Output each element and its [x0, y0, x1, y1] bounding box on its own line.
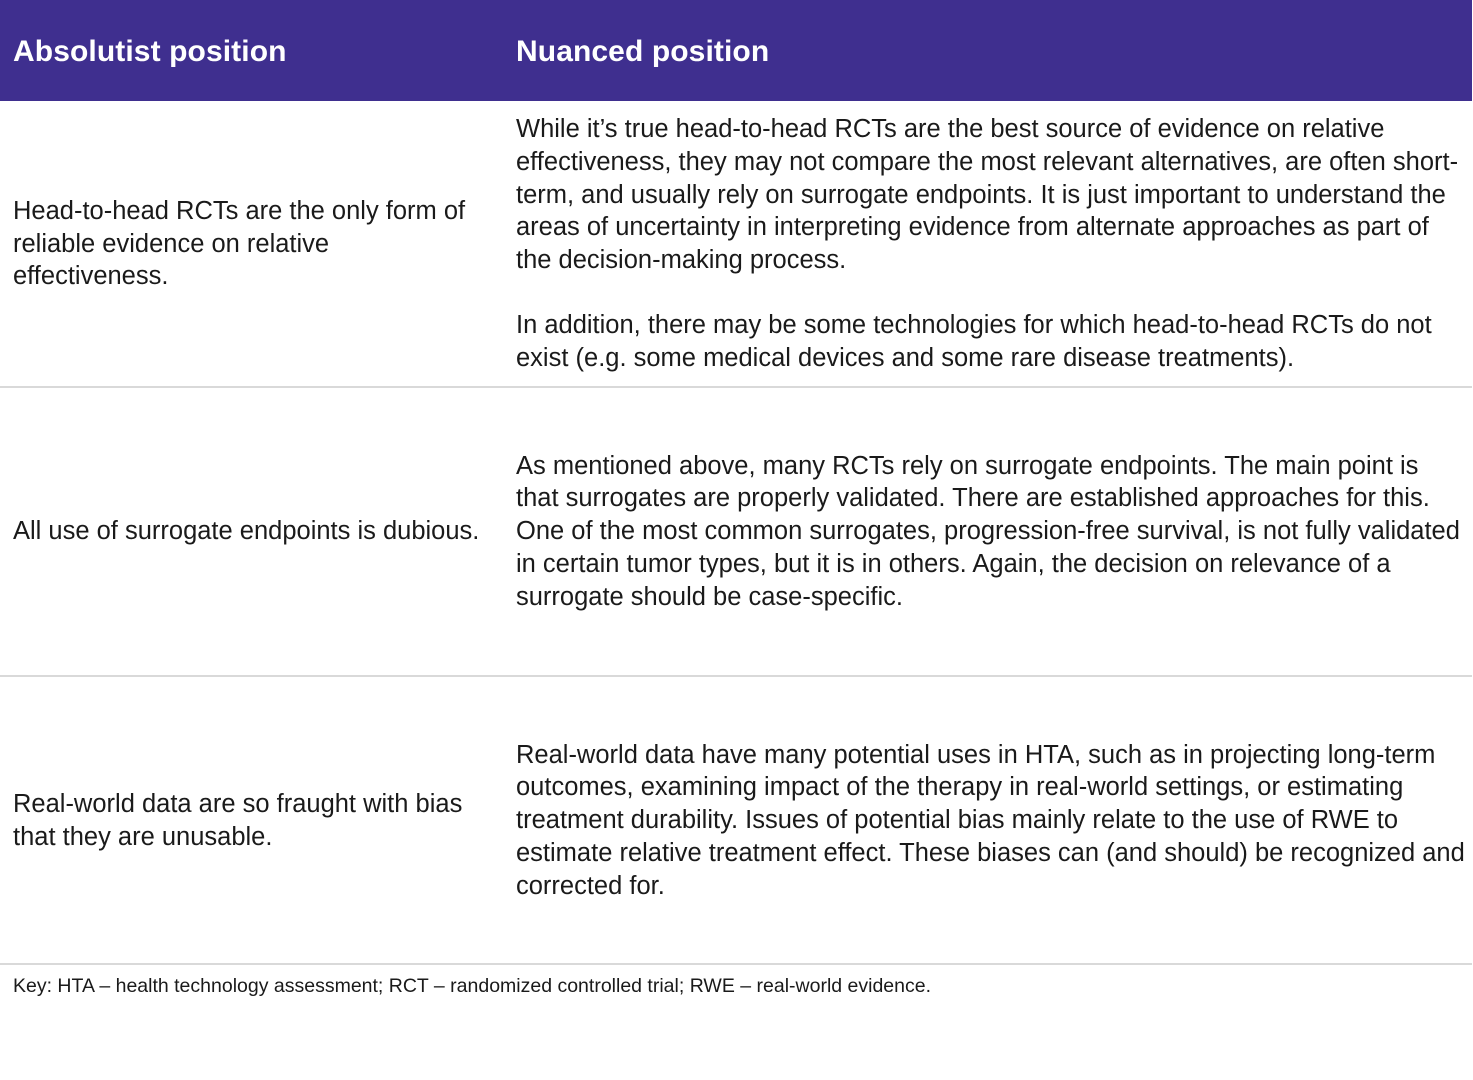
header-nuanced-position: Nuanced position — [516, 35, 770, 68]
absolutist-cell — [13, 388, 483, 675]
nuanced-cell — [516, 101, 1466, 387]
table-header — [0, 0, 1472, 101]
table-row — [0, 101, 1472, 387]
nuanced-text: Real-world data have many potential uses in HTA, such as in projecting long-term outcomes, examining impact of the therapy in real-world settings, or estimating treatment durability. Issues of potential bias mainly relate to the use of RWE to estimate relative treatment effect. These biases can (and should) be recognized and corrected for. — [516, 740, 1465, 900]
nuanced-text: In addition, there may be some technologies for which head-to-head RCTs do not exist (e.g. some medical devices and some rare disease treatments). — [516, 311, 1432, 373]
absolutist-text: All use of surrogate endpoints is dubious. — [13, 517, 480, 546]
absolutist-text: Head-to-head RCTs are the only form of reliable evidence on relative effectiveness. — [13, 196, 466, 291]
row-divider — [0, 963, 1472, 965]
nuanced-text: While it’s true head-to-head RCTs are the best source of evidence on relative effectiveness, they may not compare the most relevant alternatives, are often short-term, and usually rely on surrogate endpoints. It is just important to understand the areas of uncertainty in interpreting evidence from alternate approaches as part of the decision-making process. — [516, 115, 1459, 274]
absolutist-cell — [13, 101, 483, 387]
absolutist-cell — [13, 677, 483, 964]
nuanced-cell — [516, 677, 1466, 964]
table-row — [0, 677, 1472, 964]
nuanced-text: As mentioned above, many RCTs rely on surrogate endpoints. The main point is that surrogates are properly validated. There are established approaches for this. One of the most common surrogates, progression-free survival, is not fully validated in certain tumor types, but it is in others. Again, the decision on relevance of a surrogate should be case-specific. — [516, 451, 1460, 611]
absolutist-text: Real-world data are so fraught with bias that they are unusable. — [13, 789, 463, 851]
header-absolutist-position: Absolutist position — [13, 35, 287, 68]
table-row — [0, 388, 1472, 675]
table-footnote: Key: HTA – health technology assessment; RCT – randomized controlled trial; RWE – real-world evidence. — [13, 975, 932, 997]
nuanced-cell — [516, 388, 1466, 675]
